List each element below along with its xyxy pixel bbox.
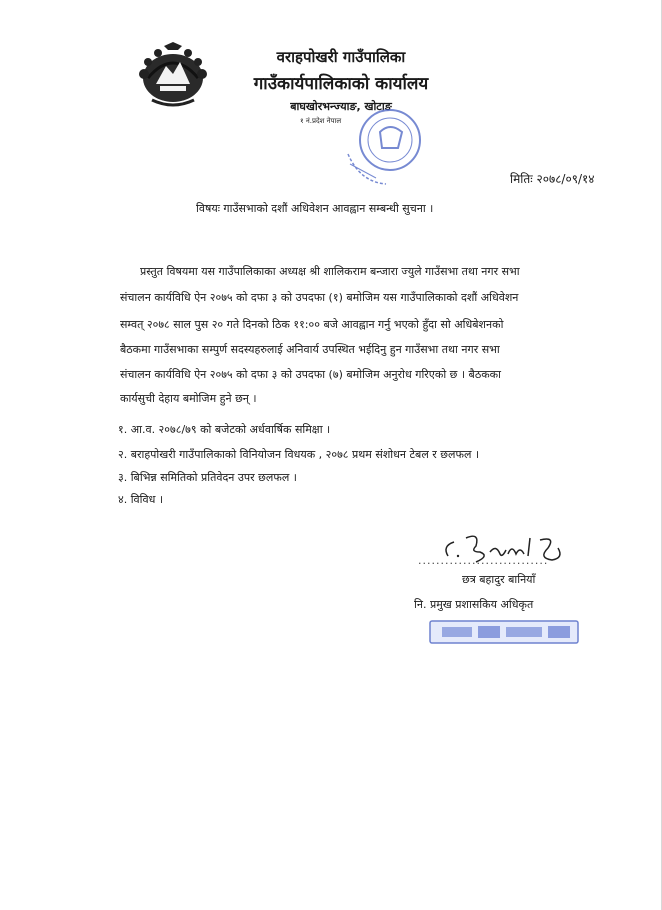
letter-date: मितिः २०७८/०९/१४ — [510, 172, 595, 186]
body-line: संचालन कार्यविधि ऐन २०७५ को दफा ३ को उपदफा (१) बमोजिम यस गाउँपालिकाको दशौं अधिवेशन — [120, 291, 519, 304]
office-title: गाउँकार्यपालिकाको कार्यालय — [253, 74, 429, 94]
agenda-item: १. आ.व. २०७८/७९ को बजेटको अर्धवार्षिक समिक्षा । — [118, 423, 331, 436]
agenda-item: २. बराहपोखरी गाउँपालिकाको विनियोजन विधयक , २०७८ प्रथम संशोधन टेबल र छलफल । — [118, 448, 480, 461]
body-line: प्रस्तुत विषयमा यस गाउँपालिकाका अध्यक्ष श्री शालिकराम बन्जारा ज्युले गाउँसभा तथा नगर सभा — [140, 265, 520, 278]
office-province: १ नं.प्रदेश नेपाल — [300, 117, 342, 125]
office-address: बाघखोरभन्ज्याङ, खोटाङ — [290, 100, 392, 113]
handwritten-signature-icon — [440, 526, 580, 576]
letter-subject: विषयः गाउँसभाको दशौं अधिवेशन आवह्वान सम्बन्धी सुचना । — [196, 202, 434, 215]
signature-line: ............................. — [418, 554, 549, 567]
signer-title: नि. प्रमुख प्रशासकिय अधिकृत — [414, 598, 534, 611]
office-round-stamp-icon — [340, 104, 436, 186]
agenda-item: ४. विविध । — [118, 493, 164, 506]
designation-stamp-icon — [428, 618, 580, 646]
body-line: बैठकमा गाउँसभाका सम्पुर्ण सदस्यहरुलाई अनिवार्य उपस्थित भईदिनु हुन गाउँसभा तथा नगर सभा — [120, 343, 500, 356]
office-name: वराहपोखरी गाउँपालिका — [276, 48, 406, 66]
signer-name: छत्र बहादुर बानियाँ — [462, 573, 536, 586]
body-line: संचालन कार्यविधि ऐन २०७५ को दफा ३ को उपदफा (७) बमोजिम अनुरोध गरिएको छ । बैठकका — [120, 368, 501, 381]
agenda-item: ३. बिभिन्न समितिको प्रतिवेदन उपर छलफल । — [118, 471, 297, 484]
nepal-emblem-icon — [134, 40, 212, 110]
body-line: कार्यसुची देहाय बमोजिम हुने छन् । — [120, 392, 257, 405]
body-line: सम्वत् २०७८ साल पुस २० गते दिनको ठिक ११:०० बजे आवह्वान गर्नु भएको हुँदा सो अधिबेशनको — [120, 318, 504, 331]
